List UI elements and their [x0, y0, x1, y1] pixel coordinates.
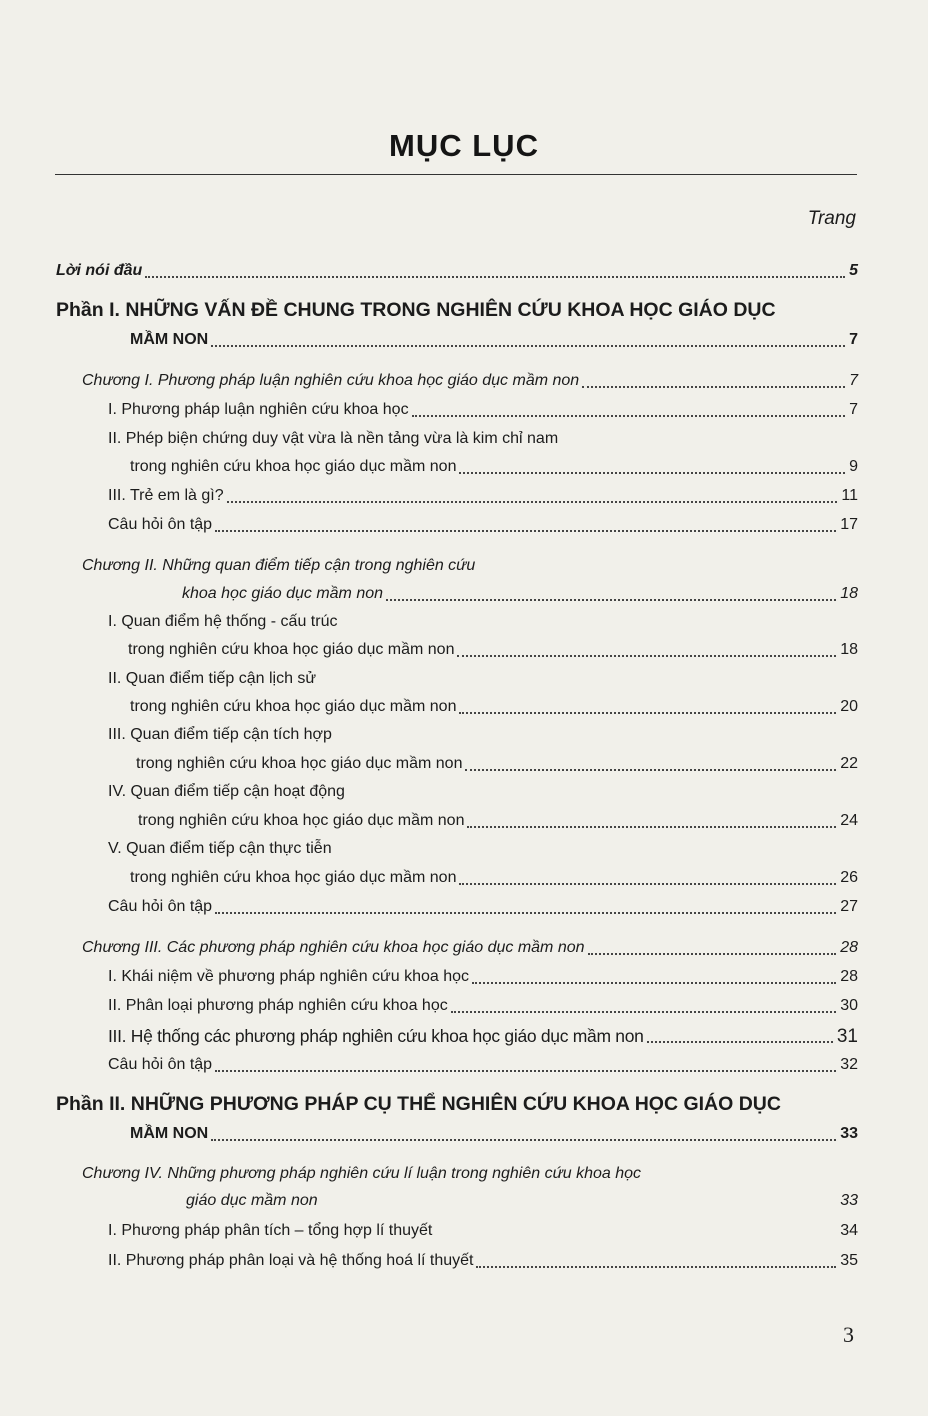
toc-page: 18	[840, 641, 858, 658]
leader-space	[435, 1236, 836, 1238]
dot-leader	[459, 712, 836, 714]
toc-text: trong nghiên cứu khoa học giáo dục mầm non	[130, 698, 457, 715]
toc-page: 30	[840, 997, 858, 1014]
toc-page: 7	[849, 401, 858, 418]
dot-leader	[476, 1266, 836, 1268]
dot-leader	[215, 912, 836, 914]
toc-page: 33	[840, 1192, 858, 1209]
toc-entry-ch2	[182, 581, 858, 607]
dot-leader	[227, 501, 838, 503]
toc-page: 27	[840, 898, 858, 915]
toc-entry-ch1-s2	[130, 454, 858, 480]
toc-entry-ch1-s1	[108, 397, 858, 423]
dot-leader	[582, 386, 845, 388]
dot-leader	[459, 472, 845, 474]
toc-entry-ch1-questions	[108, 512, 858, 538]
toc-text: I. Phương pháp luận nghiên cứu khoa học	[108, 401, 409, 418]
toc-ch2-s4-line1: IV. Quan điểm tiếp cận hoạt động	[108, 783, 345, 800]
toc-ch4-line1: Chương IV. Những phương pháp nghiên cứu lí luận trong nghiên cứu khoa học	[82, 1165, 641, 1182]
toc-entry-ch4	[186, 1188, 858, 1214]
toc-text: Câu hỏi ôn tập	[108, 898, 213, 915]
toc-page: 24	[840, 812, 858, 829]
toc-text: II. Phân loại phương pháp nghiên cứu khoa học	[108, 997, 448, 1014]
toc-page: 28	[840, 968, 858, 985]
toc-entry-part1	[130, 327, 858, 353]
toc-ch2-s1-line1: I. Quan điểm hệ thống - cấu trúc	[108, 613, 338, 630]
toc-text: giáo dục mầm non	[186, 1192, 318, 1209]
dot-leader	[472, 982, 836, 984]
toc-entry-ch1-s3	[108, 483, 858, 509]
toc-part1-line1: Phần I. NHỮNG VẤN ĐỀ CHUNG TRONG NGHIÊN CỨU KHOA HỌC GIÁO DỤC	[56, 299, 776, 321]
toc-page: 18	[840, 585, 858, 602]
toc-entry-ch3-s2	[108, 993, 858, 1019]
dot-leader	[457, 655, 836, 657]
toc-text: II. Phương pháp phân loại và hệ thống hoá lí thuyết	[108, 1252, 474, 1269]
toc-page: 5	[849, 262, 858, 279]
dot-leader	[465, 769, 836, 771]
page-title: MỤC LỤC	[389, 128, 539, 163]
toc-entry-ch2-s5	[130, 865, 858, 891]
toc-entry-ch1	[82, 368, 858, 394]
toc-text: Câu hỏi ôn tập	[108, 516, 213, 533]
toc-text: Chương I. Phương pháp luận nghiên cứu khoa học giáo dục mầm non	[82, 372, 580, 389]
toc-text: MẦM NON	[130, 1125, 209, 1142]
dot-leader	[145, 276, 845, 278]
toc-entry-ch2-s2	[130, 694, 858, 720]
dot-leader	[588, 953, 837, 955]
toc-page: 7	[849, 372, 858, 389]
dot-leader	[412, 415, 846, 417]
toc-page: 26	[840, 869, 858, 886]
dot-leader	[215, 1070, 836, 1072]
toc-ch2-line1: Chương II. Những quan điểm tiếp cận trong nghiên cứu	[82, 557, 476, 574]
toc-part2-line1: Phần II. NHỮNG PHƯƠNG PHÁP CỤ THỂ NGHIÊN CỨU KHOA HỌC GIÁO DỤC	[56, 1093, 781, 1115]
toc-text: III. Trẻ em là gì?	[108, 487, 224, 504]
toc-page: 7	[849, 331, 858, 348]
toc-entry-ch2-s3	[136, 751, 858, 777]
title-rule	[55, 174, 857, 175]
toc-entry-ch2-s4	[138, 808, 858, 834]
toc-entry-ch4-s2	[108, 1248, 858, 1274]
dot-leader	[459, 883, 836, 885]
toc-text: MẦM NON	[130, 331, 209, 348]
page-number: 3	[843, 1322, 854, 1347]
toc-page: 20	[840, 698, 858, 715]
toc-text: III. Hệ thống các phương pháp nghiên cứu khoa học giáo dục mầm non	[108, 1026, 644, 1046]
leader-space	[321, 1206, 837, 1208]
toc-text: I. Khái niệm về phương pháp nghiên cứu khoa học	[108, 968, 470, 985]
toc-text: trong nghiên cứu khoa học giáo dục mầm non	[130, 458, 457, 475]
toc-entry-ch3-questions	[108, 1052, 858, 1078]
toc-text: trong nghiên cứu khoa học giáo dục mầm non	[130, 869, 457, 886]
dot-leader	[647, 1041, 833, 1043]
toc-entry-ch2-questions	[108, 894, 858, 920]
toc-page: 32	[840, 1056, 858, 1073]
dot-leader	[386, 599, 836, 601]
toc-page: 28	[840, 939, 858, 956]
toc-text: khoa học giáo dục mầm non	[182, 585, 384, 602]
toc-entry-ch3	[82, 935, 858, 961]
toc-page: 17	[840, 516, 858, 533]
toc-entry-loi-noi-dau	[56, 258, 858, 284]
toc-text: Chương III. Các phương pháp nghiên cứu khoa học giáo dục mầm non	[82, 939, 585, 956]
dot-leader	[467, 826, 836, 828]
toc-page: 34	[840, 1222, 858, 1239]
dot-leader	[451, 1011, 836, 1013]
dot-leader	[215, 530, 836, 532]
toc-page: 11	[841, 487, 858, 504]
toc-page: 35	[840, 1252, 858, 1269]
toc-entry-ch3-s3	[108, 1023, 858, 1049]
toc-entry-ch2-s1	[128, 637, 858, 663]
toc-text: trong nghiên cứu khoa học giáo dục mầm non	[128, 641, 455, 658]
toc-entry-ch3-s1	[108, 964, 858, 990]
toc-text: Câu hỏi ôn tập	[108, 1056, 213, 1073]
toc-page: 33	[840, 1125, 858, 1142]
toc-entry-part2	[130, 1121, 858, 1147]
toc-page: 22	[840, 755, 858, 772]
page-column-header: Trang	[807, 208, 856, 229]
toc-text: Lời nói đầu	[56, 262, 143, 279]
dot-leader	[211, 1139, 836, 1141]
toc-ch2-s2-line1: II. Quan điểm tiếp cận lịch sử	[108, 670, 317, 687]
dot-leader	[211, 345, 845, 347]
toc-page: 31	[836, 1026, 858, 1047]
toc-text: trong nghiên cứu khoa học giáo dục mầm non	[136, 755, 463, 772]
toc-text: trong nghiên cứu khoa học giáo dục mầm non	[138, 812, 465, 829]
toc-entry-ch4-s1	[108, 1218, 858, 1244]
toc-ch1-s2-line1: II. Phép biện chứng duy vật vừa là nền tảng vừa là kim chỉ nam	[108, 430, 559, 447]
toc-ch2-s3-line1: III. Quan điểm tiếp cận tích hợp	[108, 726, 332, 743]
toc-page: 9	[849, 458, 858, 475]
toc-text: I. Phương pháp phân tích – tổng hợp lí thuyết	[108, 1222, 433, 1239]
toc-ch2-s5-line1: V. Quan điểm tiếp cận thực tiễn	[108, 840, 332, 857]
